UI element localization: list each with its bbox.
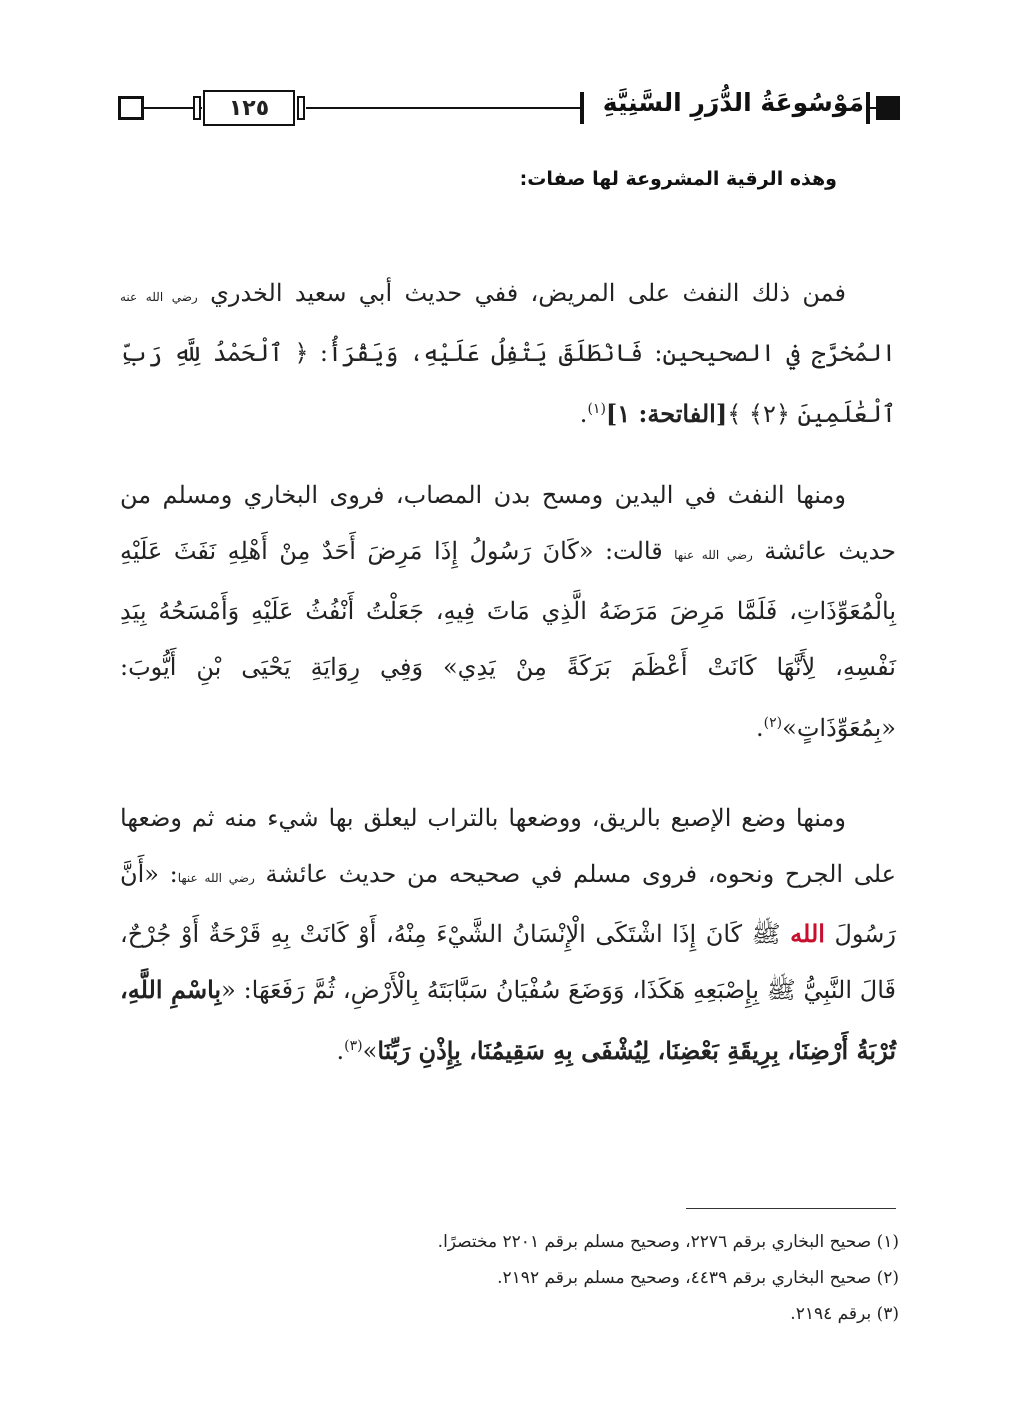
p1-end: . (579, 400, 588, 428)
header-solid-square (876, 96, 900, 120)
paragraph-3 (120, 790, 896, 1079)
paragraph-1 (120, 265, 896, 442)
honorific: رضي الله عنه (120, 290, 198, 304)
footnote-separator (686, 1208, 896, 1209)
header-rule-middle (306, 107, 581, 109)
quran-reference: [الفاتحة: ١] (605, 399, 728, 428)
footnote-marker-1: (١) (587, 401, 606, 417)
footnote-1: (١) صحيح البخاري برقم ٢٢٧٦، وصحيح مسلم برقم ٢٢٠١ مختصرًا. (437, 1232, 899, 1252)
p3-text-b: : «أَنَّ رَسُولَ (120, 860, 896, 948)
p2-text-b: قالت: «كَانَ رَسُولُ إِذَا مَرِضَ أَحَدٌ مِنْ أَهْلِهِ نَفَثَ عَلَيْهِ بِالْمُعَوِّذَاتِ، فَلَمَّا مَرِضَ مَرَضَهُ الَّذِي مَاتَ فِيهِ، جَعَلْتُ أَنْفُثُ عَلَيْهِ وَأَمْسَحُهُ بِيَدِ نَفْسِهِ، لِأَنَّهَا كَانَتْ أَعْظَمَ بَرَكَةً مِنْ يَدِي» وَفِي رِوَايَةِ يَحْيَى بْنِ أَيُّوبَ: «بِمُعَوِّذَاتٍ» (120, 537, 896, 742)
page-number: ١٢٥ (203, 90, 295, 126)
footnote-marker-3: (٣) (344, 1038, 363, 1054)
honorific: رضي الله عنها (177, 871, 255, 885)
p1-text-b: المُخرَّج في الصحيحين: فَانْطَلَقَ يَتْفِلُ عَلَيْهِ، وَيَقْرَأُ: ﴿ ٱلْحَمْدُ لِلَّهِ رَبِّ ٱلْعَٰلَمِينَ ﴿٢﴾ ﴾ (120, 339, 896, 428)
p2-end: . (756, 714, 764, 742)
section-heading: وهذه الرقية المشروعة لها صفات: (519, 168, 837, 190)
paragraph-2 (120, 467, 896, 756)
page-header (118, 84, 898, 134)
footnotes (199, 1224, 899, 1332)
p3-text-c: ﷺ كَانَ إِذَا اشْتَكَى الْإِنْسَانُ الشَّيْءَ مِنْهُ، أَوْ كَانَتْ بِهِ قَرْحَةٌ أَوْ جُرْحٌ، قَالَ النَّبِيُّ ﷺ بِإِصْبَعِهِ هَكَذَا، وَوَضَعَ سُفْيَانُ سَبَّابَتَهُ بِالْأَرْضِ، ثُمَّ رَفَعَهَا: « (120, 920, 897, 1004)
header-divider-bar (580, 92, 584, 124)
dua-text: بِاسْمِ اللَّهِ، تُرْبَةُ أَرْضِنَا، بِرِيقَةِ بَعْضِنَا، لِيُشْفَى بِهِ سَقِيمُنَا، بِإِذْنِ رَبِّنَا (120, 975, 896, 1065)
honorific: رضي الله عنها (674, 548, 753, 562)
p3-text-a: ومنها وضع الإصبع بالريق، ووضعها بالتراب ليعلق بها شيء منه ثم وضعها على الجرح ونحوه، فروى مسلم في صحيحه من حديث عائشة (120, 804, 896, 888)
p3-close: » (362, 1037, 378, 1065)
p3-end: . (336, 1037, 345, 1065)
footnote-3: (٣) برقم ٢١٩٤. (790, 1304, 899, 1324)
footnote-marker-2: (٢) (763, 715, 783, 731)
allah-name: الله (790, 919, 825, 948)
publication-title: مَوْسُوعَةُ الدُّرَرِ السَّنِيَّةِ (602, 88, 864, 117)
header-hollow-square (118, 96, 144, 120)
p2-text-a: ومنها النفث في اليدين ومسح بدن المصاب، فروى البخاري ومسلم من حديث عائشة (120, 481, 896, 565)
footnote-2: (٢) صحيح البخاري برقم ٤٤٣٩، وصحيح مسلم برقم ٢١٩٢. (497, 1268, 899, 1288)
p1-text-a: فمن ذلك النفث على المريض، ففي حديث أبي سعيد الخدري (197, 279, 846, 307)
